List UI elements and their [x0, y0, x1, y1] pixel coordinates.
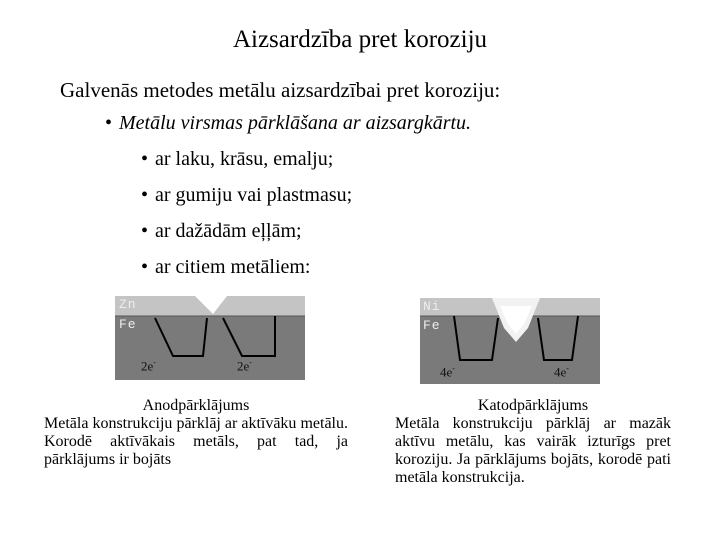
anodic-description: Metāla konstrukciju pārklāj ar aktīvāku metālu. Korodē aktīvākais metāls, pat tad, ja pārklājums ir bojāts: [44, 415, 348, 468]
bullet-icon: •: [105, 112, 113, 134]
main-bullet-text: Metālu virsmas pārklāšana ar aizsargkārtu.: [119, 112, 472, 134]
cathodic-heading: Katodpārklājums: [477, 397, 589, 414]
sub-bullet-1: [141, 148, 333, 171]
base-metal-label: Fe: [119, 317, 137, 332]
sub-bullet-text: ar dažādām eļļām;: [155, 220, 302, 242]
electron-label-right: 4e-: [554, 364, 569, 380]
sub-bullet-3: [141, 220, 302, 243]
page-title: Aizsardzība pret koroziju: [232, 26, 488, 53]
coating-label: Zn: [119, 297, 137, 312]
sub-bullet-2: [141, 184, 352, 207]
anodic-coating-diagram: [115, 296, 305, 380]
sub-bullet-4: [141, 256, 311, 279]
sub-bullet-text: ar citiem metāliem:: [155, 256, 311, 278]
anodic-heading: Anodpārklājums: [142, 397, 250, 414]
main-bullet: [105, 112, 471, 135]
bullet-icon: •: [141, 148, 149, 170]
anodic-caption: [44, 397, 348, 469]
bullet-icon: •: [141, 220, 149, 242]
cathodic-caption: [395, 397, 671, 487]
intro-text: Galvenās metodes metālu aizsardzībai pret koroziju:: [60, 78, 501, 102]
base-metal-label: Fe: [423, 318, 441, 333]
electron-label-right: 2e-: [237, 358, 252, 374]
bullet-icon: •: [141, 256, 149, 278]
cathodic-coating-diagram: [420, 298, 600, 384]
cathodic-description: Metāla konstrukciju pārklāj ar mazāk aktīvu metālu, kas vairāk izturīgs pret koroziju. Ja pārklājums bojāts, korodē pati metāla konstrukcija.: [395, 415, 671, 486]
electron-label-left: 2e-: [141, 358, 156, 374]
sub-bullet-text: ar gumiju vai plastmasu;: [155, 184, 353, 206]
bullet-icon: •: [141, 184, 149, 206]
coating-label: Ni: [423, 299, 441, 314]
sub-bullet-text: ar laku, krāsu, emalju;: [155, 148, 334, 170]
electron-label-left: 4e-: [440, 364, 455, 380]
